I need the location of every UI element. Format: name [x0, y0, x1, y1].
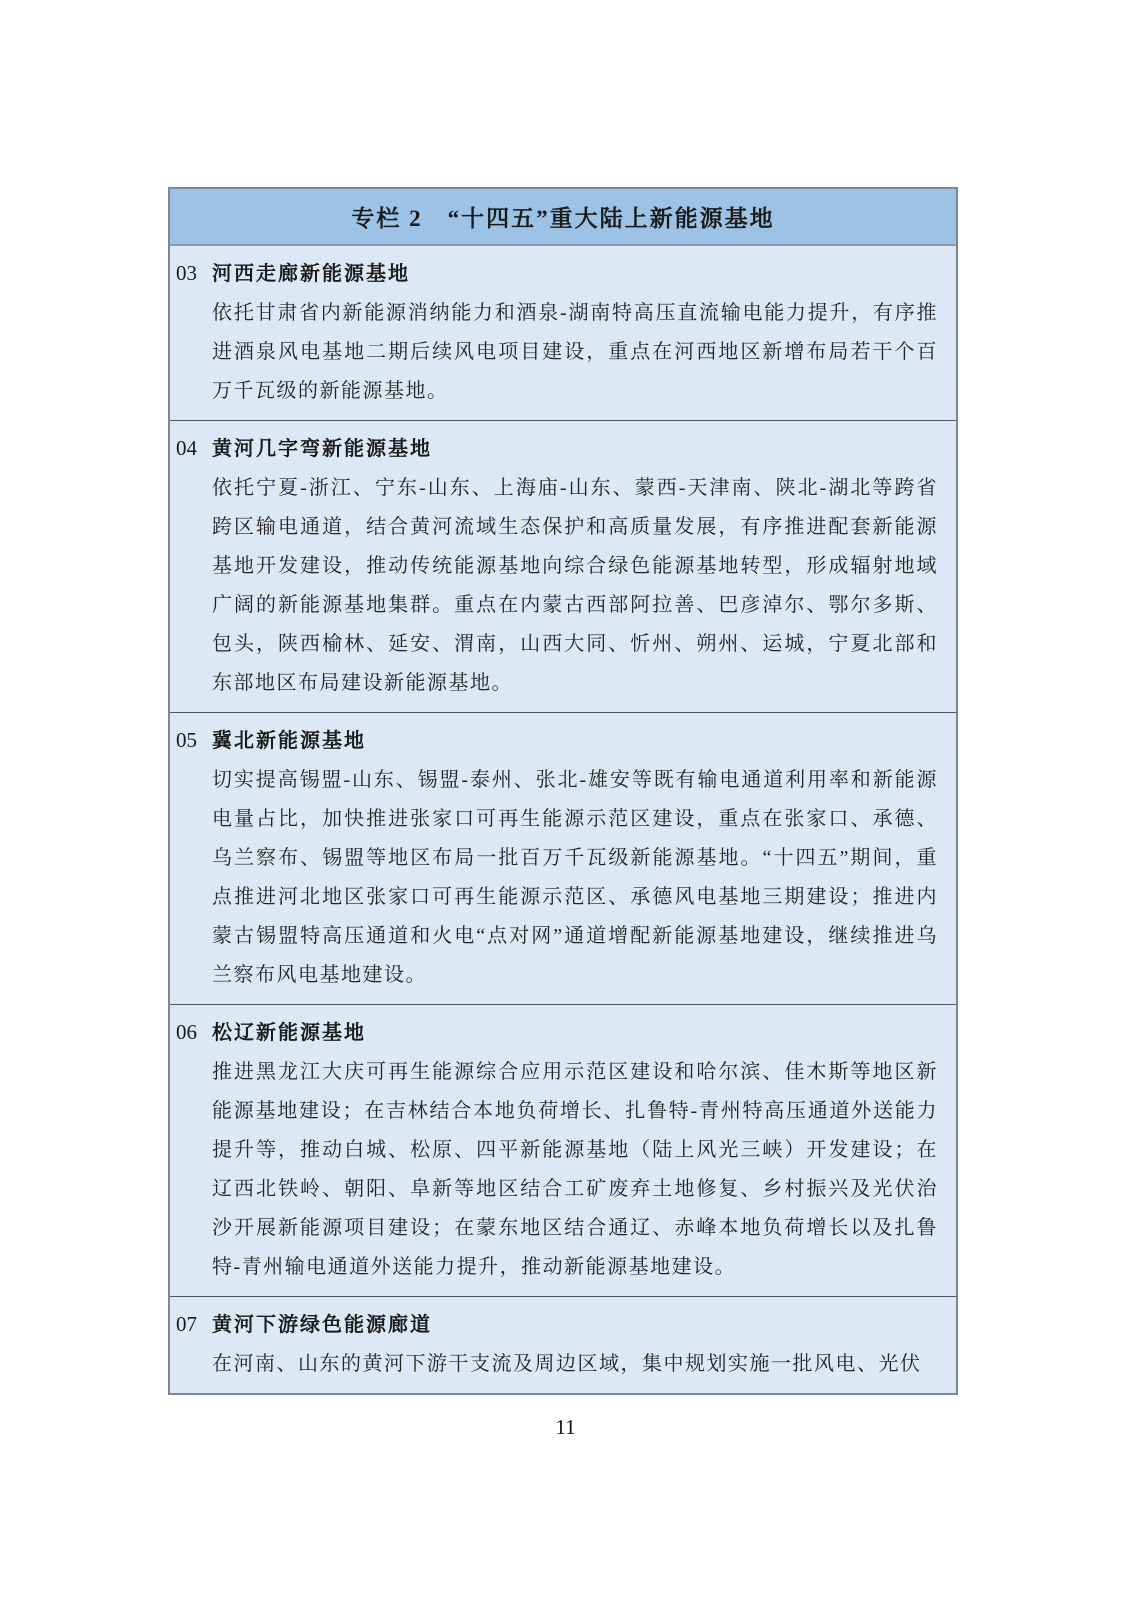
section-heading: [176, 254, 940, 294]
section-07: [170, 1297, 956, 1393]
section-body-text: 依托甘肃省内新能源消纳能力和酒泉-湖南特高压直流输电能力提升，有序推进酒泉风电基地二期后续风电项目建设，重点在河西地区新增布局若干个百万千瓦级的新能源基地。: [212, 302, 938, 402]
section-number: 07: [176, 1312, 197, 1336]
section-number: 06: [176, 1020, 197, 1044]
section-title: 黄河下游绿色能源廊道: [212, 1314, 432, 1336]
special-column-box: [168, 187, 958, 1395]
column-title: 专栏 2 “十四五”重大陆上新能源基地: [351, 206, 775, 231]
section-body-text: 在河南、山东的黄河下游干支流及周边区域，集中规划实施一批风电、光伏: [212, 1353, 922, 1375]
section-heading: [176, 721, 940, 761]
section-05: [170, 713, 956, 1005]
section-04: [170, 421, 956, 713]
section-03: [170, 246, 956, 421]
section-number: 04: [176, 436, 197, 460]
section-06: [170, 1005, 956, 1297]
section-heading: [176, 1305, 940, 1345]
section-title: 黄河几字弯新能源基地: [212, 438, 432, 460]
section-number: 05: [176, 728, 197, 752]
section-body-text: 推进黑龙江大庆可再生能源综合应用示范区建设和哈尔滨、佳木斯等地区新能源基地建设；在吉林结合本地负荷增长、扎鲁特-青州特高压通道外送能力提升等，推动白城、松原、四平新能源基地（陆上风光三峡）开发建设；在辽西北铁岭、朝阳、阜新等地区结合工矿废弃土地修复、乡村振兴及光伏治沙开展新能源项目建设；在蒙东地区结合通辽、赤峰本地负荷增长以及扎鲁特-青州输电通道外送能力提升，推动新能源基地建设。: [212, 1061, 938, 1278]
section-number: 03: [176, 261, 197, 285]
page-number: 11: [555, 1415, 576, 1439]
section-body-text: 切实提高锡盟-山东、锡盟-泰州、张北-雄安等既有输电通道利用率和新能源电量占比，加快推进张家口可再生能源示范区建设，重点在张家口、承德、乌兰察布、锡盟等地区布局一批百万千瓦级新能源基地。“十四五”期间，重点推进河北地区张家口可再生能源示范区、承德风电基地三期建设；推进内蒙古锡盟特高压通道和火电“点对网”通道增配新能源基地建设，继续推进乌兰察布风电基地建设。: [212, 769, 938, 986]
section-title: 冀北新能源基地: [212, 730, 366, 752]
section-title: 松辽新能源基地: [212, 1022, 366, 1044]
section-body-text: 依托宁夏-浙江、宁东-山东、上海庙-山东、蒙西-天津南、陕北-湖北等跨省跨区输电通道，结合黄河流域生态保护和高质量发展，有序推进配套新能源基地开发建设，推动传统能源基地向综合绿色能源基地转型，形成辐射地域广阔的新能源基地集群。重点在内蒙古西部阿拉善、巴彦淖尔、鄂尔多斯、包头，陕西榆林、延安、渭南，山西大同、忻州、朔州、运城，宁夏北部和东部地区布局建设新能源基地。: [212, 477, 938, 694]
column-header: [170, 189, 956, 246]
section-heading: [176, 429, 940, 469]
section-title: 河西走廊新能源基地: [212, 263, 410, 285]
section-heading: [176, 1013, 940, 1053]
